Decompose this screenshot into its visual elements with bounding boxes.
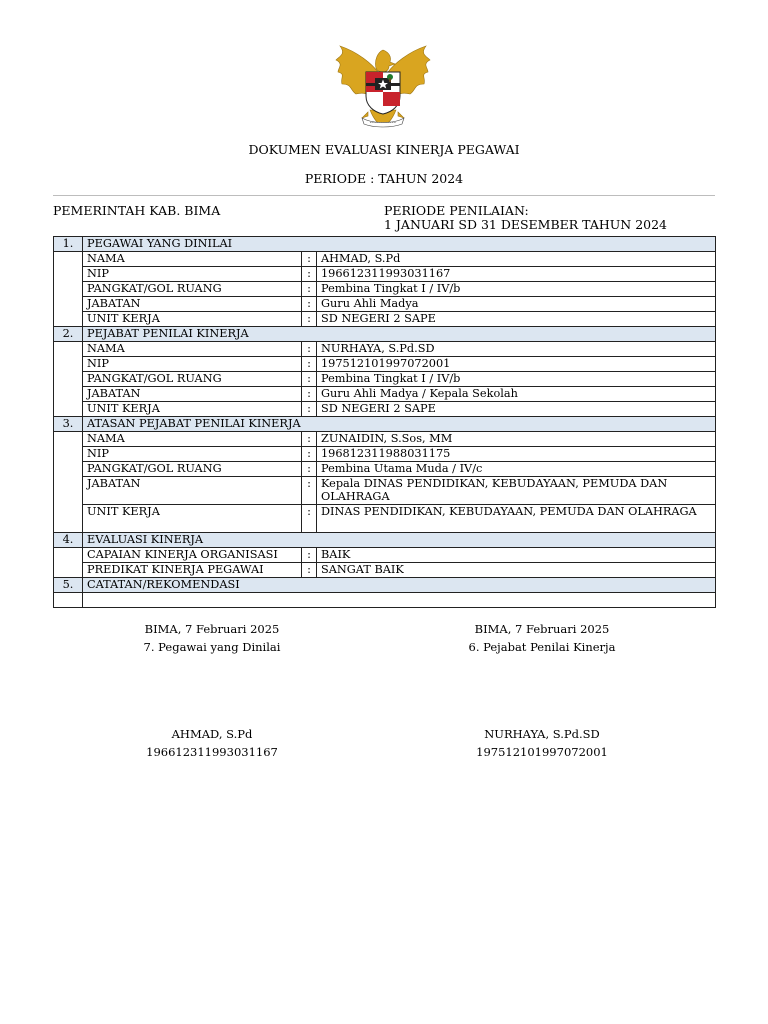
section-header-row: [54, 327, 716, 342]
field-value: Pembina Tingkat I / IV/b: [317, 372, 716, 387]
signature-place-date: BIMA, 7 Februari 2025: [144, 622, 280, 636]
signature-block-left-footer: [112, 725, 312, 761]
section-number: 4.: [54, 533, 83, 548]
section-header-row: [54, 237, 716, 252]
field-value: 196612311993031167: [317, 267, 716, 282]
field-value: Kepala DINAS PENDIDIKAN, KEBUDAYAAN, PEMUDA DAN OLAHRAGA: [317, 477, 716, 505]
section-number: 5.: [54, 578, 83, 593]
table-row: [54, 432, 716, 447]
signature-block-right-header: [442, 620, 642, 656]
table-row: [54, 312, 716, 327]
field-label: NAMA: [83, 252, 302, 267]
number-spacer-cell: [54, 548, 83, 578]
assessment-period-value: 1 JANUARI SD 31 DESEMBER TAHUN 2024: [384, 217, 668, 232]
section-title: CATATAN/REKOMENDASI: [83, 578, 716, 593]
section-header-row: [54, 417, 716, 432]
field-colon: :: [302, 252, 317, 267]
field-label: NAMA: [83, 342, 302, 357]
table-row: [54, 505, 716, 533]
field-value: NURHAYA, S.Pd.SD: [317, 342, 716, 357]
field-label: JABATAN: [83, 477, 302, 505]
table-row: [54, 548, 716, 563]
table-row: [54, 357, 716, 372]
field-colon: :: [302, 312, 317, 327]
section-header-row: [54, 578, 716, 593]
assessment-period-label: PERIODE PENILAIAN:: [384, 203, 529, 218]
field-colon: :: [302, 548, 317, 563]
table-row: [54, 593, 716, 608]
field-value: SD NEGERI 2 SAPE: [317, 312, 716, 327]
field-value: Guru Ahli Madya: [317, 297, 716, 312]
section-number: 2.: [54, 327, 83, 342]
table-row: [54, 447, 716, 462]
signature-role: 6. Pejabat Penilai Kinerja: [468, 640, 616, 654]
field-label: NIP: [83, 357, 302, 372]
field-colon: :: [302, 372, 317, 387]
number-spacer-cell: [54, 342, 83, 417]
field-colon: :: [302, 297, 317, 312]
section-number: 3.: [54, 417, 83, 432]
field-colon: :: [302, 342, 317, 357]
field-label: JABATAN: [83, 387, 302, 402]
field-label: PREDIKAT KINERJA PEGAWAI: [83, 563, 302, 578]
header-divider: [53, 195, 715, 196]
signature-role: 7. Pegawai yang Dinilai: [143, 640, 281, 654]
field-colon: :: [302, 477, 317, 505]
field-colon: :: [302, 447, 317, 462]
signatory-nip: 196612311993031167: [146, 745, 278, 759]
table-row: [54, 297, 716, 312]
field-value: BAIK: [317, 548, 716, 563]
field-colon: :: [302, 357, 317, 372]
section-title: ATASAN PEJABAT PENILAI KINERJA: [83, 417, 716, 432]
table-row: [54, 477, 716, 505]
table-row: [54, 282, 716, 297]
field-colon: :: [302, 432, 317, 447]
field-value: Guru Ahli Madya / Kepala Sekolah: [317, 387, 716, 402]
signature-block-right-footer: [442, 725, 642, 761]
signature-block-left-header: [112, 620, 312, 656]
field-label: UNIT KERJA: [83, 505, 302, 533]
field-label: PANGKAT/GOL RUANG: [83, 282, 302, 297]
assessment-period: [384, 204, 667, 232]
table-row: [54, 387, 716, 402]
field-value: Pembina Tingkat I / IV/b: [317, 282, 716, 297]
signatory-name: AHMAD, S.Pd: [171, 727, 253, 741]
garuda-pancasila-emblem-icon: [332, 42, 434, 132]
evaluation-table: [53, 236, 716, 608]
number-spacer-cell: [54, 432, 83, 533]
document-title: DOKUMEN EVALUASI KINERJA PEGAWAI: [248, 142, 520, 157]
field-colon: :: [302, 387, 317, 402]
number-spacer-cell: [54, 593, 83, 608]
field-colon: :: [302, 402, 317, 417]
signature-place-date: BIMA, 7 Februari 2025: [474, 622, 610, 636]
field-label: PANGKAT/GOL RUANG: [83, 372, 302, 387]
organization-name: PEMERINTAH KAB. BIMA: [53, 203, 221, 218]
field-label: PANGKAT/GOL RUANG: [83, 462, 302, 477]
field-value: ZUNAIDIN, S.Sos, MM: [317, 432, 716, 447]
section-title: EVALUASI KINERJA: [83, 533, 716, 548]
field-value: Pembina Utama Muda / IV/c: [317, 462, 716, 477]
table-row: [54, 252, 716, 267]
field-value: SANGAT BAIK: [317, 563, 716, 578]
section-title: PEJABAT PENILAI KINERJA: [83, 327, 716, 342]
table-row: [54, 372, 716, 387]
field-label: UNIT KERJA: [83, 312, 302, 327]
section-title: PEGAWAI YANG DINILAI: [83, 237, 716, 252]
section-number: 1.: [54, 237, 83, 252]
field-value: DINAS PENDIDIKAN, KEBUDAYAAN, PEMUDA DAN OLAHRAGA: [317, 505, 716, 533]
document-period: PERIODE : TAHUN 2024: [304, 171, 464, 186]
table-row: [54, 342, 716, 357]
field-label: JABATAN: [83, 297, 302, 312]
field-colon: :: [302, 462, 317, 477]
signatory-nip: 197512101997072001: [476, 745, 608, 759]
field-colon: :: [302, 505, 317, 533]
section-header-row: [54, 533, 716, 548]
table-row: [54, 563, 716, 578]
field-label: NIP: [83, 447, 302, 462]
field-label: UNIT KERJA: [83, 402, 302, 417]
field-label: CAPAIAN KINERJA ORGANISASI: [83, 548, 302, 563]
field-label: NIP: [83, 267, 302, 282]
table-row: [54, 462, 716, 477]
field-colon: :: [302, 563, 317, 578]
signatory-name: NURHAYA, S.Pd.SD: [484, 727, 600, 741]
recommendation-note: [83, 593, 716, 608]
field-value: 197512101997072001: [317, 357, 716, 372]
field-value: 196812311988031175: [317, 447, 716, 462]
field-label: NAMA: [83, 432, 302, 447]
number-spacer-cell: [54, 252, 83, 327]
field-colon: :: [302, 267, 317, 282]
field-colon: :: [302, 282, 317, 297]
table-row: [54, 402, 716, 417]
field-value: AHMAD, S.Pd: [317, 252, 716, 267]
table-row: [54, 267, 716, 282]
field-value: SD NEGERI 2 SAPE: [317, 402, 716, 417]
